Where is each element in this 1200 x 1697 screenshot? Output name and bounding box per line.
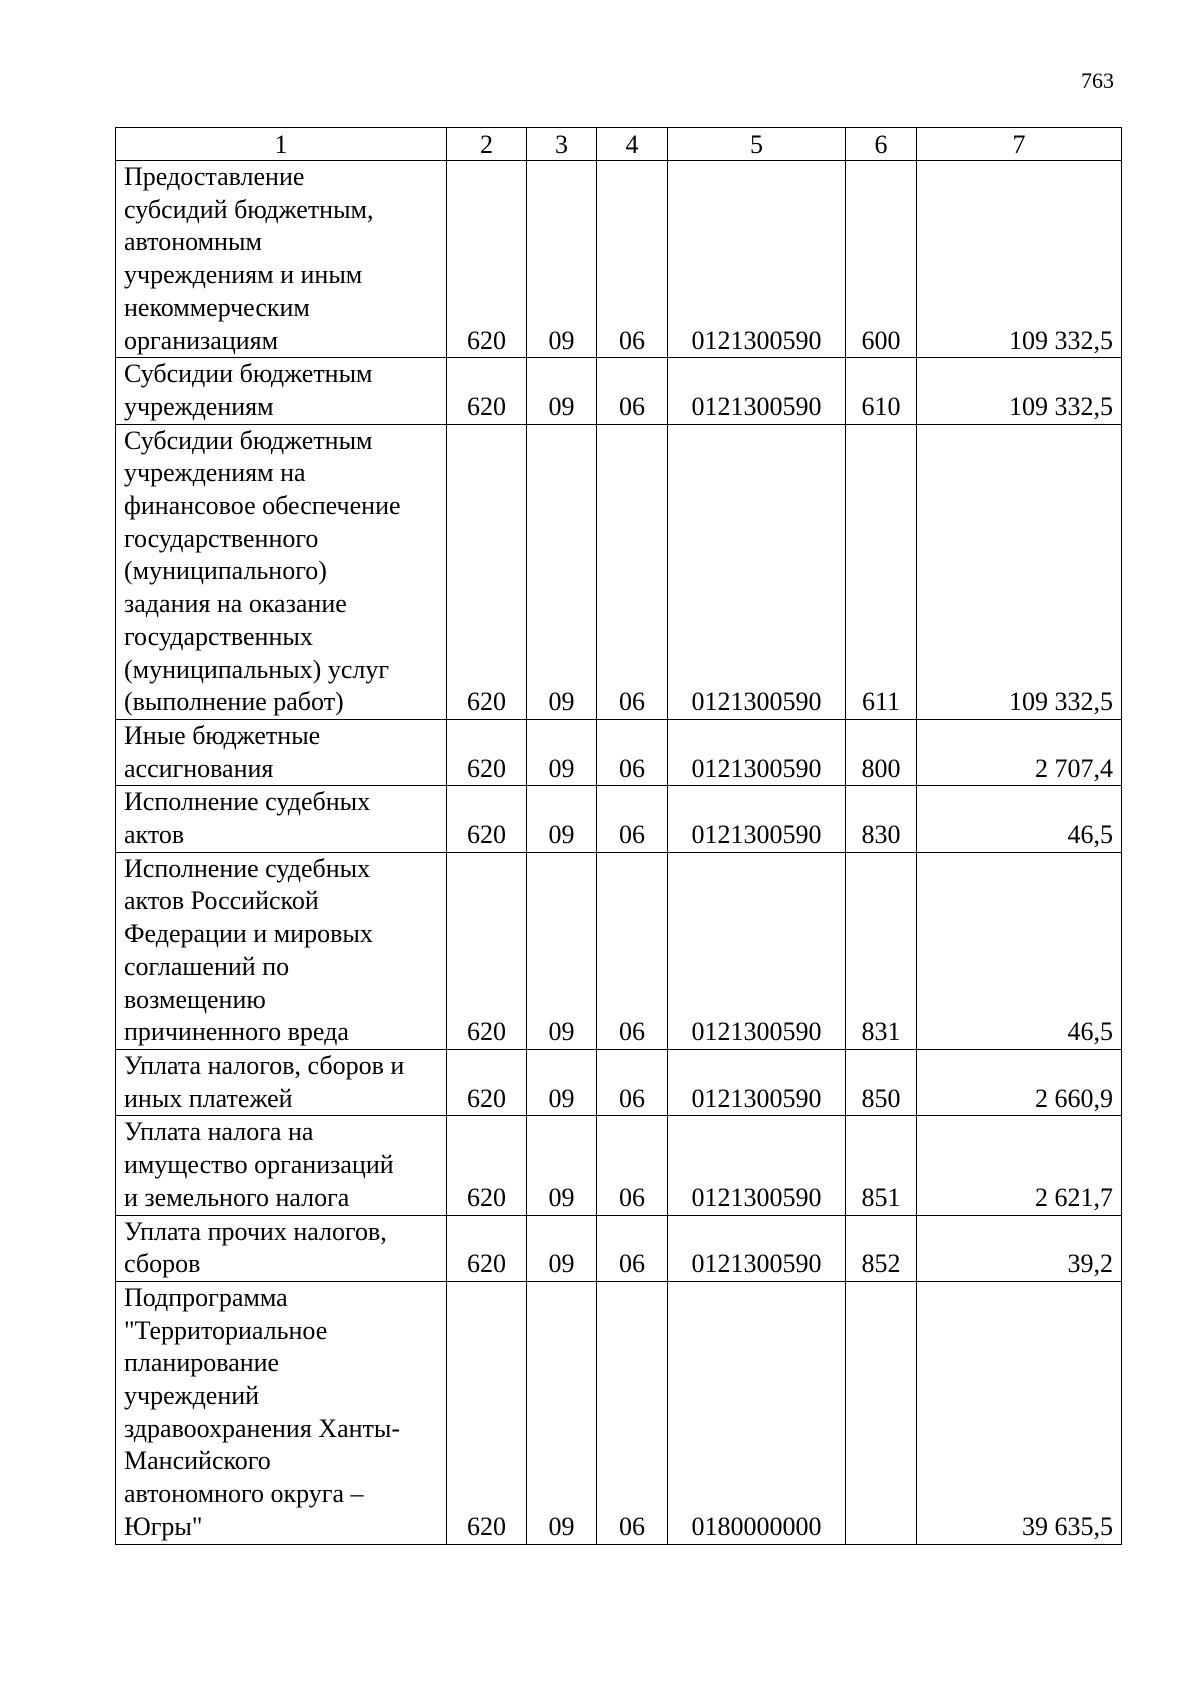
amount: 109 332,5 bbox=[917, 161, 1122, 358]
amount: 39,2 bbox=[917, 1215, 1122, 1281]
budget-table bbox=[115, 127, 1122, 1545]
ministry-code: 620 bbox=[447, 786, 527, 852]
row-name-line: финансовое обеспечение bbox=[124, 491, 401, 521]
row-name-line: и земельного налога bbox=[124, 1182, 350, 1212]
row-name-line: государственных bbox=[124, 621, 313, 651]
target-article-code: 0121300590 bbox=[668, 424, 846, 719]
column-header-2: 2 bbox=[447, 128, 527, 161]
table-row bbox=[116, 1049, 1122, 1115]
row-name-line: Субсидии бюджетным bbox=[124, 425, 373, 455]
column-header-5: 5 bbox=[668, 128, 846, 161]
row-name-line: Уплата налога на bbox=[124, 1117, 314, 1147]
subsection-code: 06 bbox=[597, 424, 668, 719]
ministry-code: 620 bbox=[447, 161, 527, 358]
expense-type-code: 830 bbox=[846, 786, 917, 852]
table-row bbox=[116, 1116, 1122, 1215]
row-name-line: актов Российской bbox=[124, 886, 319, 916]
target-article-code: 0121300590 bbox=[668, 1215, 846, 1281]
row-name-line: учреждениям bbox=[124, 391, 274, 421]
section-code: 09 bbox=[527, 424, 597, 719]
section-code: 09 bbox=[527, 1281, 597, 1544]
row-name-line: здравоохранения Ханты- bbox=[124, 1413, 401, 1443]
column-header-4: 4 bbox=[597, 128, 668, 161]
target-article-code: 0121300590 bbox=[668, 852, 846, 1049]
expense-type-code: 852 bbox=[846, 1215, 917, 1281]
row-name-line: актов bbox=[124, 820, 185, 850]
row-name bbox=[116, 424, 447, 719]
row-name-line: сборов bbox=[124, 1249, 201, 1279]
row-name bbox=[116, 852, 447, 1049]
section-code: 09 bbox=[527, 1116, 597, 1215]
amount: 2 621,7 bbox=[917, 1116, 1122, 1215]
row-name bbox=[116, 161, 447, 358]
ministry-code: 620 bbox=[447, 719, 527, 785]
row-name-line: Подпрограмма bbox=[124, 1282, 288, 1312]
section-code: 09 bbox=[527, 1049, 597, 1115]
amount: 2 660,9 bbox=[917, 1049, 1122, 1115]
row-name-line: Мансийского bbox=[124, 1446, 271, 1476]
row-name-line: автономным bbox=[124, 227, 262, 257]
table-row bbox=[116, 852, 1122, 1049]
row-name-line: ассигнования bbox=[124, 753, 274, 783]
row-name-line: Федерации и мировых bbox=[124, 919, 373, 949]
row-name-line: некоммерческим bbox=[124, 292, 310, 322]
table-row bbox=[116, 424, 1122, 719]
ministry-code: 620 bbox=[447, 1281, 527, 1544]
expense-type-code: 611 bbox=[846, 424, 917, 719]
subsection-code: 06 bbox=[597, 161, 668, 358]
subsection-code: 06 bbox=[597, 1215, 668, 1281]
row-name-line: (муниципального) bbox=[124, 556, 327, 586]
row-name bbox=[116, 1215, 447, 1281]
row-name-line: соглашений по bbox=[124, 951, 290, 981]
row-name-line: автономного округа – bbox=[124, 1479, 364, 1509]
subsection-code: 06 bbox=[597, 1049, 668, 1115]
row-name bbox=[116, 719, 447, 785]
column-header-3: 3 bbox=[527, 128, 597, 161]
subsection-code: 06 bbox=[597, 852, 668, 1049]
section-code: 09 bbox=[527, 358, 597, 424]
ministry-code: 620 bbox=[447, 852, 527, 1049]
row-name-line: (выполнение работ) bbox=[124, 687, 344, 717]
target-article-code: 0121300590 bbox=[668, 786, 846, 852]
section-code: 09 bbox=[527, 852, 597, 1049]
expense-type-code: 831 bbox=[846, 852, 917, 1049]
row-name-line: иных платежей bbox=[124, 1083, 293, 1113]
section-code: 09 bbox=[527, 161, 597, 358]
row-name bbox=[116, 1281, 447, 1544]
table-header bbox=[116, 128, 1122, 161]
table-row bbox=[116, 358, 1122, 424]
target-article-code: 0121300590 bbox=[668, 358, 846, 424]
row-name-line: задания на оказание bbox=[124, 589, 347, 619]
row-name-line: учреждениям и иным bbox=[124, 260, 363, 290]
ministry-code: 620 bbox=[447, 1049, 527, 1115]
row-name-line: Уплата налогов, сборов и bbox=[124, 1050, 405, 1080]
row-name-line: организациям bbox=[124, 325, 279, 355]
amount: 109 332,5 bbox=[917, 424, 1122, 719]
page-number: 763 bbox=[1081, 68, 1114, 93]
row-name-line: Исполнение судебных bbox=[124, 853, 371, 883]
row-name-line: учреждениям на bbox=[124, 458, 306, 488]
row-name-line: субсидий бюджетным, bbox=[124, 194, 374, 224]
subsection-code: 06 bbox=[597, 786, 668, 852]
target-article-code: 0121300590 bbox=[668, 1116, 846, 1215]
row-name-line: возмещению bbox=[124, 984, 266, 1014]
target-article-code: 0121300590 bbox=[668, 161, 846, 358]
row-name-line: Субсидии бюджетным bbox=[124, 359, 373, 389]
table-row bbox=[116, 161, 1122, 358]
table-row bbox=[116, 786, 1122, 852]
table-row bbox=[116, 1281, 1122, 1544]
table-row bbox=[116, 1215, 1122, 1281]
column-header-7: 7 bbox=[917, 128, 1122, 161]
expense-type-code: 851 bbox=[846, 1116, 917, 1215]
target-article-code: 0121300590 bbox=[668, 719, 846, 785]
amount: 2 707,4 bbox=[917, 719, 1122, 785]
row-name-line: учреждений bbox=[124, 1381, 260, 1411]
row-name bbox=[116, 1116, 447, 1215]
subsection-code: 06 bbox=[597, 1116, 668, 1215]
expense-type-code: 610 bbox=[846, 358, 917, 424]
column-header-1: 1 bbox=[116, 128, 447, 161]
row-name-line: планирование bbox=[124, 1348, 280, 1378]
row-name-line: Уплата прочих налогов, bbox=[124, 1216, 387, 1246]
amount: 39 635,5 bbox=[917, 1281, 1122, 1544]
row-name-line: Предоставление bbox=[124, 162, 305, 191]
amount: 46,5 bbox=[917, 786, 1122, 852]
ministry-code: 620 bbox=[447, 1116, 527, 1215]
section-code: 09 bbox=[527, 719, 597, 785]
target-article-code: 0121300590 bbox=[668, 1049, 846, 1115]
row-name-line: (муниципальных) услуг bbox=[124, 654, 390, 684]
row-name-line: Югры" bbox=[124, 1511, 203, 1541]
ministry-code: 620 bbox=[447, 1215, 527, 1281]
row-name-line: Исполнение судебных bbox=[124, 787, 371, 817]
expense-type-code bbox=[846, 1281, 917, 1544]
column-header-6: 6 bbox=[846, 128, 917, 161]
table-row bbox=[116, 719, 1122, 785]
amount: 46,5 bbox=[917, 852, 1122, 1049]
section-code: 09 bbox=[527, 786, 597, 852]
header-row bbox=[116, 128, 1122, 161]
row-name-line: Иные бюджетные bbox=[124, 720, 321, 750]
row-name bbox=[116, 786, 447, 852]
section-code: 09 bbox=[527, 1215, 597, 1281]
target-article-code: 0180000000 bbox=[668, 1281, 846, 1544]
subsection-code: 06 bbox=[597, 1281, 668, 1544]
row-name-line: "Территориальное bbox=[124, 1315, 328, 1345]
expense-type-code: 800 bbox=[846, 719, 917, 785]
expense-type-code: 600 bbox=[846, 161, 917, 358]
row-name bbox=[116, 358, 447, 424]
table-body bbox=[116, 161, 1122, 1545]
subsection-code: 06 bbox=[597, 719, 668, 785]
row-name-line: причиненного вреда bbox=[124, 1017, 349, 1047]
amount: 109 332,5 bbox=[917, 358, 1122, 424]
subsection-code: 06 bbox=[597, 358, 668, 424]
row-name-line: государственного bbox=[124, 523, 319, 553]
ministry-code: 620 bbox=[447, 424, 527, 719]
row-name bbox=[116, 1049, 447, 1115]
expense-type-code: 850 bbox=[846, 1049, 917, 1115]
row-name-line: имущество организаций bbox=[124, 1150, 394, 1180]
ministry-code: 620 bbox=[447, 358, 527, 424]
